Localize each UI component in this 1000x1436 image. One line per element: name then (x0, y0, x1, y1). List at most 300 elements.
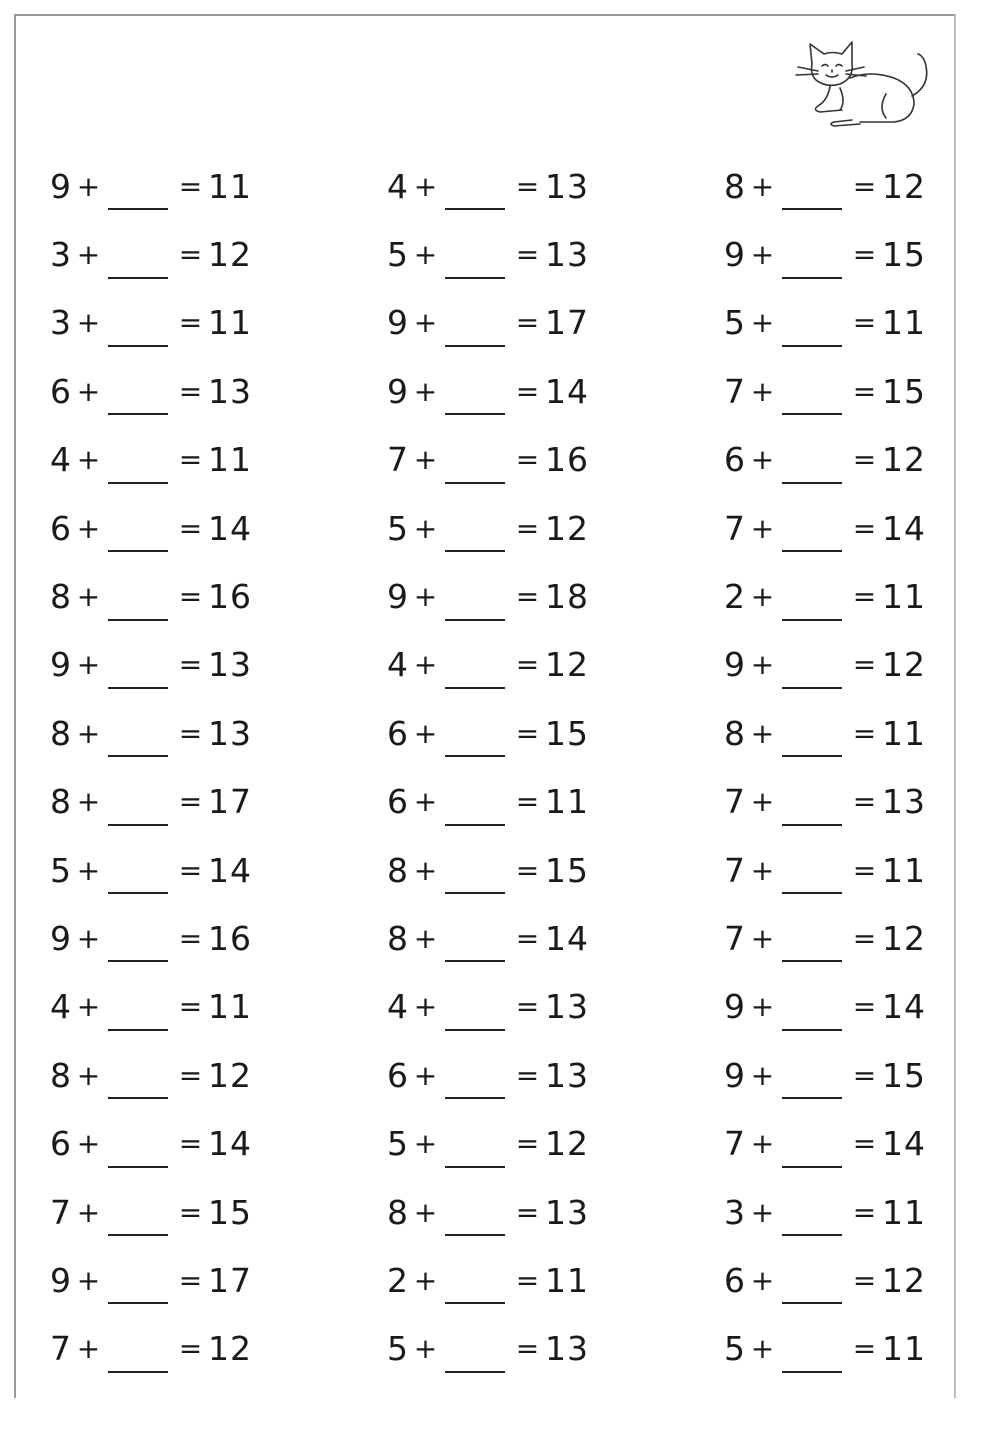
answer-blank[interactable] (782, 452, 842, 484)
plus-sign: + (76, 716, 102, 750)
addend: 7 (50, 1329, 72, 1369)
plus-sign: + (750, 374, 776, 408)
equals-sign: = (852, 374, 878, 408)
answer-blank[interactable] (108, 999, 168, 1031)
equals-sign: = (852, 1127, 878, 1161)
equals-sign: = (515, 374, 541, 408)
sum-result: 15 (882, 371, 926, 411)
equals-sign: = (178, 1263, 204, 1297)
sum-result: 13 (208, 371, 252, 411)
plus-sign: + (750, 853, 776, 887)
plus-sign: + (76, 648, 102, 682)
sum-result: 11 (208, 303, 252, 343)
equals-sign: = (515, 580, 541, 614)
answer-blank[interactable] (445, 178, 505, 210)
equals-sign: = (178, 169, 204, 203)
addend: 9 (724, 645, 746, 685)
equals-sign: = (178, 921, 204, 955)
plus-sign: + (413, 169, 439, 203)
plus-sign: + (413, 511, 439, 545)
plus-sign: + (413, 785, 439, 819)
equals-sign: = (515, 716, 541, 750)
sum-result: 11 (882, 303, 926, 343)
answer-blank[interactable] (445, 657, 505, 689)
equation-row (387, 1246, 647, 1314)
addend: 7 (724, 1124, 746, 1164)
equals-sign: = (515, 648, 541, 682)
answer-blank[interactable] (445, 1136, 505, 1168)
addend: 9 (724, 987, 746, 1027)
equation-column-3 (724, 152, 984, 1383)
sum-result: 13 (545, 1055, 589, 1095)
sum-result: 14 (882, 987, 926, 1027)
plus-sign: + (76, 921, 102, 955)
equation-row (50, 220, 310, 288)
equals-sign: = (178, 785, 204, 819)
plus-sign: + (76, 511, 102, 545)
equals-sign: = (515, 853, 541, 887)
plus-sign: + (750, 990, 776, 1024)
equals-sign: = (852, 580, 878, 614)
equals-sign: = (515, 306, 541, 340)
answer-blank[interactable] (108, 315, 168, 347)
answer-blank[interactable] (108, 1204, 168, 1236)
plus-sign: + (76, 990, 102, 1024)
plus-sign: + (76, 1058, 102, 1092)
addend: 5 (387, 1124, 409, 1164)
addend: 9 (50, 1260, 72, 1300)
addend: 5 (50, 850, 72, 890)
sum-result: 14 (545, 371, 589, 411)
equation-row (724, 904, 984, 972)
equation-row (50, 836, 310, 904)
addend: 9 (50, 918, 72, 958)
sum-result: 13 (882, 782, 926, 822)
equals-sign: = (515, 169, 541, 203)
answer-blank[interactable] (108, 1272, 168, 1304)
answer-blank[interactable] (782, 1341, 842, 1373)
answer-blank[interactable] (782, 930, 842, 962)
sum-result: 17 (208, 782, 252, 822)
equation-row (50, 1178, 310, 1246)
answer-blank[interactable] (782, 862, 842, 894)
equation-row (724, 1246, 984, 1314)
addend: 5 (387, 1329, 409, 1369)
plus-sign: + (413, 716, 439, 750)
plus-sign: + (413, 1195, 439, 1229)
addend: 9 (724, 235, 746, 275)
addend: 3 (50, 235, 72, 275)
equation-row (387, 699, 647, 767)
sum-result: 12 (882, 166, 926, 206)
addend: 4 (50, 987, 72, 1027)
addend: 8 (724, 166, 746, 206)
equals-sign: = (852, 169, 878, 203)
equals-sign: = (515, 990, 541, 1024)
addend: 9 (50, 645, 72, 685)
sum-result: 13 (545, 166, 589, 206)
addend: 8 (387, 850, 409, 890)
equation-row (387, 631, 647, 699)
equals-sign: = (515, 443, 541, 477)
equation-row (50, 631, 310, 699)
equals-sign: = (852, 1195, 878, 1229)
equals-sign: = (852, 306, 878, 340)
addend: 9 (387, 577, 409, 617)
answer-blank[interactable] (782, 1067, 842, 1099)
plus-sign: + (750, 238, 776, 272)
sum-result: 13 (545, 1192, 589, 1232)
equals-sign: = (515, 511, 541, 545)
answer-blank[interactable] (445, 315, 505, 347)
equals-sign: = (852, 990, 878, 1024)
addend: 4 (50, 440, 72, 480)
answer-blank[interactable] (108, 725, 168, 757)
equals-sign: = (178, 238, 204, 272)
plus-sign: + (413, 990, 439, 1024)
answer-blank[interactable] (108, 383, 168, 415)
plus-sign: + (750, 580, 776, 614)
equation-row (387, 562, 647, 630)
plus-sign: + (750, 306, 776, 340)
addend: 4 (387, 166, 409, 206)
equation-row (387, 494, 647, 562)
equals-sign: = (852, 443, 878, 477)
answer-blank[interactable] (445, 1204, 505, 1236)
equals-sign: = (852, 1263, 878, 1297)
equation-row (50, 973, 310, 1041)
equation-row (387, 768, 647, 836)
equation-row (724, 289, 984, 357)
cat-icon (790, 34, 940, 129)
addend: 7 (724, 508, 746, 548)
addend: 7 (387, 440, 409, 480)
equation-column-2 (387, 152, 647, 1383)
equation-row (387, 152, 647, 220)
equals-sign: = (852, 1332, 878, 1366)
sum-result: 12 (545, 508, 589, 548)
sum-result: 11 (882, 850, 926, 890)
answer-blank[interactable] (782, 1272, 842, 1304)
answer-blank[interactable] (445, 247, 505, 279)
answer-blank[interactable] (108, 794, 168, 826)
plus-sign: + (413, 443, 439, 477)
equation-row (724, 426, 984, 494)
addend: 6 (387, 1055, 409, 1095)
sum-result: 11 (208, 987, 252, 1027)
equation-row (50, 357, 310, 425)
answer-blank[interactable] (782, 589, 842, 621)
equals-sign: = (852, 921, 878, 955)
answer-blank[interactable] (445, 1272, 505, 1304)
sum-result: 17 (545, 303, 589, 343)
answer-blank[interactable] (108, 247, 168, 279)
equals-sign: = (515, 1195, 541, 1229)
addend: 2 (387, 1260, 409, 1300)
sum-result: 12 (882, 440, 926, 480)
sum-result: 11 (882, 713, 926, 753)
plus-sign: + (76, 238, 102, 272)
equation-row (50, 1246, 310, 1314)
sum-result: 12 (208, 235, 252, 275)
answer-blank[interactable] (445, 794, 505, 826)
sum-result: 14 (208, 508, 252, 548)
equals-sign: = (178, 716, 204, 750)
equals-sign: = (852, 511, 878, 545)
plus-sign: + (76, 853, 102, 887)
answer-blank[interactable] (445, 999, 505, 1031)
plus-sign: + (750, 1332, 776, 1366)
equals-sign: = (515, 921, 541, 955)
answer-blank[interactable] (445, 520, 505, 552)
plus-sign: + (76, 374, 102, 408)
addend: 6 (387, 782, 409, 822)
addend: 6 (724, 440, 746, 480)
answer-blank[interactable] (782, 794, 842, 826)
addend: 5 (387, 235, 409, 275)
addend: 9 (387, 371, 409, 411)
equals-sign: = (178, 580, 204, 614)
answer-blank[interactable] (108, 452, 168, 484)
answer-blank[interactable] (445, 725, 505, 757)
plus-sign: + (76, 1332, 102, 1366)
sum-result: 11 (882, 577, 926, 617)
equals-sign: = (178, 1127, 204, 1161)
sum-result: 17 (208, 1260, 252, 1300)
answer-blank[interactable] (782, 657, 842, 689)
answer-blank[interactable] (445, 383, 505, 415)
equals-sign: = (515, 1058, 541, 1092)
equation-row (724, 494, 984, 562)
addend: 6 (50, 371, 72, 411)
equation-row (50, 1315, 310, 1383)
addend: 6 (724, 1260, 746, 1300)
equation-row (50, 1109, 310, 1177)
sum-result: 13 (208, 645, 252, 685)
equation-row (50, 289, 310, 357)
sum-result: 16 (208, 577, 252, 617)
addend: 2 (724, 577, 746, 617)
equation-row (50, 904, 310, 972)
addend: 7 (50, 1192, 72, 1232)
equation-row (387, 973, 647, 1041)
answer-blank[interactable] (782, 1204, 842, 1236)
equals-sign: = (515, 1127, 541, 1161)
equation-row (50, 562, 310, 630)
answer-blank[interactable] (445, 1341, 505, 1373)
equation-row (50, 426, 310, 494)
equation-row (50, 768, 310, 836)
sum-result: 13 (545, 1329, 589, 1369)
addend: 6 (387, 713, 409, 753)
equals-sign: = (852, 716, 878, 750)
addend: 8 (50, 782, 72, 822)
plus-sign: + (76, 1263, 102, 1297)
addend: 8 (387, 1192, 409, 1232)
plus-sign: + (413, 1127, 439, 1161)
equals-sign: = (178, 443, 204, 477)
addend: 5 (724, 1329, 746, 1369)
answer-blank[interactable] (782, 247, 842, 279)
sum-result: 11 (545, 1260, 589, 1300)
plus-sign: + (413, 238, 439, 272)
equation-row (387, 904, 647, 972)
sum-result: 15 (545, 713, 589, 753)
sum-result: 15 (545, 850, 589, 890)
sum-result: 12 (882, 645, 926, 685)
equation-column-1 (50, 152, 310, 1383)
answer-blank[interactable] (782, 315, 842, 347)
plus-sign: + (750, 1195, 776, 1229)
answer-blank[interactable] (108, 862, 168, 894)
equals-sign: = (515, 1263, 541, 1297)
plus-sign: + (76, 1127, 102, 1161)
plus-sign: + (76, 1195, 102, 1229)
equals-sign: = (178, 374, 204, 408)
equation-row (50, 1041, 310, 1109)
sum-result: 16 (208, 918, 252, 958)
sum-result: 11 (882, 1329, 926, 1369)
answer-blank[interactable] (108, 520, 168, 552)
answer-blank[interactable] (108, 1136, 168, 1168)
addend: 4 (387, 987, 409, 1027)
answer-blank[interactable] (782, 1136, 842, 1168)
equation-row (387, 1041, 647, 1109)
equals-sign: = (852, 1058, 878, 1092)
answer-blank[interactable] (108, 930, 168, 962)
plus-sign: + (750, 785, 776, 819)
equation-row (50, 152, 310, 220)
equation-row (724, 1178, 984, 1246)
equation-row (387, 357, 647, 425)
sum-result: 14 (208, 1124, 252, 1164)
equals-sign: = (178, 853, 204, 887)
sum-result: 11 (882, 1192, 926, 1232)
equation-row (387, 1178, 647, 1246)
addend: 5 (387, 508, 409, 548)
plus-sign: + (413, 1263, 439, 1297)
equals-sign: = (852, 238, 878, 272)
plus-sign: + (750, 1127, 776, 1161)
plus-sign: + (750, 169, 776, 203)
plus-sign: + (413, 648, 439, 682)
equals-sign: = (178, 1058, 204, 1092)
equals-sign: = (852, 648, 878, 682)
sum-result: 12 (208, 1055, 252, 1095)
equals-sign: = (178, 648, 204, 682)
answer-blank[interactable] (445, 862, 505, 894)
sum-result: 14 (882, 1124, 926, 1164)
sum-result: 14 (882, 508, 926, 548)
sum-result: 15 (208, 1192, 252, 1232)
equation-row (724, 1041, 984, 1109)
sum-result: 12 (545, 1124, 589, 1164)
answer-blank[interactable] (445, 930, 505, 962)
equation-row (387, 836, 647, 904)
answer-blank[interactable] (108, 1067, 168, 1099)
addend: 5 (724, 303, 746, 343)
equation-row (724, 631, 984, 699)
equation-row (387, 289, 647, 357)
equals-sign: = (515, 1332, 541, 1366)
answer-blank[interactable] (445, 452, 505, 484)
sum-result: 11 (545, 782, 589, 822)
equals-sign: = (852, 785, 878, 819)
plus-sign: + (413, 306, 439, 340)
equation-row (724, 220, 984, 288)
addend: 7 (724, 918, 746, 958)
plus-sign: + (750, 716, 776, 750)
addend: 8 (724, 713, 746, 753)
equals-sign: = (178, 306, 204, 340)
answer-blank[interactable] (782, 725, 842, 757)
addend: 8 (387, 918, 409, 958)
sum-result: 12 (882, 918, 926, 958)
addend: 8 (50, 577, 72, 617)
plus-sign: + (76, 169, 102, 203)
answer-blank[interactable] (108, 178, 168, 210)
sum-result: 11 (208, 440, 252, 480)
plus-sign: + (413, 1058, 439, 1092)
addend: 6 (50, 508, 72, 548)
sum-result: 14 (545, 918, 589, 958)
plus-sign: + (76, 785, 102, 819)
equation-row (50, 699, 310, 767)
equals-sign: = (515, 238, 541, 272)
plus-sign: + (413, 580, 439, 614)
sum-result: 15 (882, 235, 926, 275)
answer-blank[interactable] (782, 178, 842, 210)
answer-blank[interactable] (108, 657, 168, 689)
plus-sign: + (76, 580, 102, 614)
addend: 6 (50, 1124, 72, 1164)
addend: 3 (724, 1192, 746, 1232)
equation-row (387, 1109, 647, 1177)
addend: 7 (724, 782, 746, 822)
plus-sign: + (750, 1263, 776, 1297)
sum-result: 16 (545, 440, 589, 480)
answer-blank[interactable] (108, 1341, 168, 1373)
sum-result: 14 (208, 850, 252, 890)
addend: 4 (387, 645, 409, 685)
answer-blank[interactable] (782, 999, 842, 1031)
sum-result: 11 (208, 166, 252, 206)
plus-sign: + (750, 511, 776, 545)
answer-blank[interactable] (782, 520, 842, 552)
answer-blank[interactable] (445, 1067, 505, 1099)
equation-row (387, 426, 647, 494)
addend: 8 (50, 1055, 72, 1095)
equation-row (724, 699, 984, 767)
equation-row (724, 1109, 984, 1177)
plus-sign: + (750, 1058, 776, 1092)
equation-row (724, 973, 984, 1041)
equation-row (387, 1315, 647, 1383)
equals-sign: = (178, 1195, 204, 1229)
sum-result: 12 (208, 1329, 252, 1369)
answer-blank[interactable] (108, 589, 168, 621)
answer-blank[interactable] (445, 589, 505, 621)
equals-sign: = (515, 785, 541, 819)
sum-result: 13 (545, 235, 589, 275)
plus-sign: + (413, 853, 439, 887)
addend: 9 (50, 166, 72, 206)
plus-sign: + (413, 1332, 439, 1366)
answer-blank[interactable] (782, 383, 842, 415)
sum-result: 15 (882, 1055, 926, 1095)
equals-sign: = (178, 1332, 204, 1366)
equation-row (724, 1315, 984, 1383)
